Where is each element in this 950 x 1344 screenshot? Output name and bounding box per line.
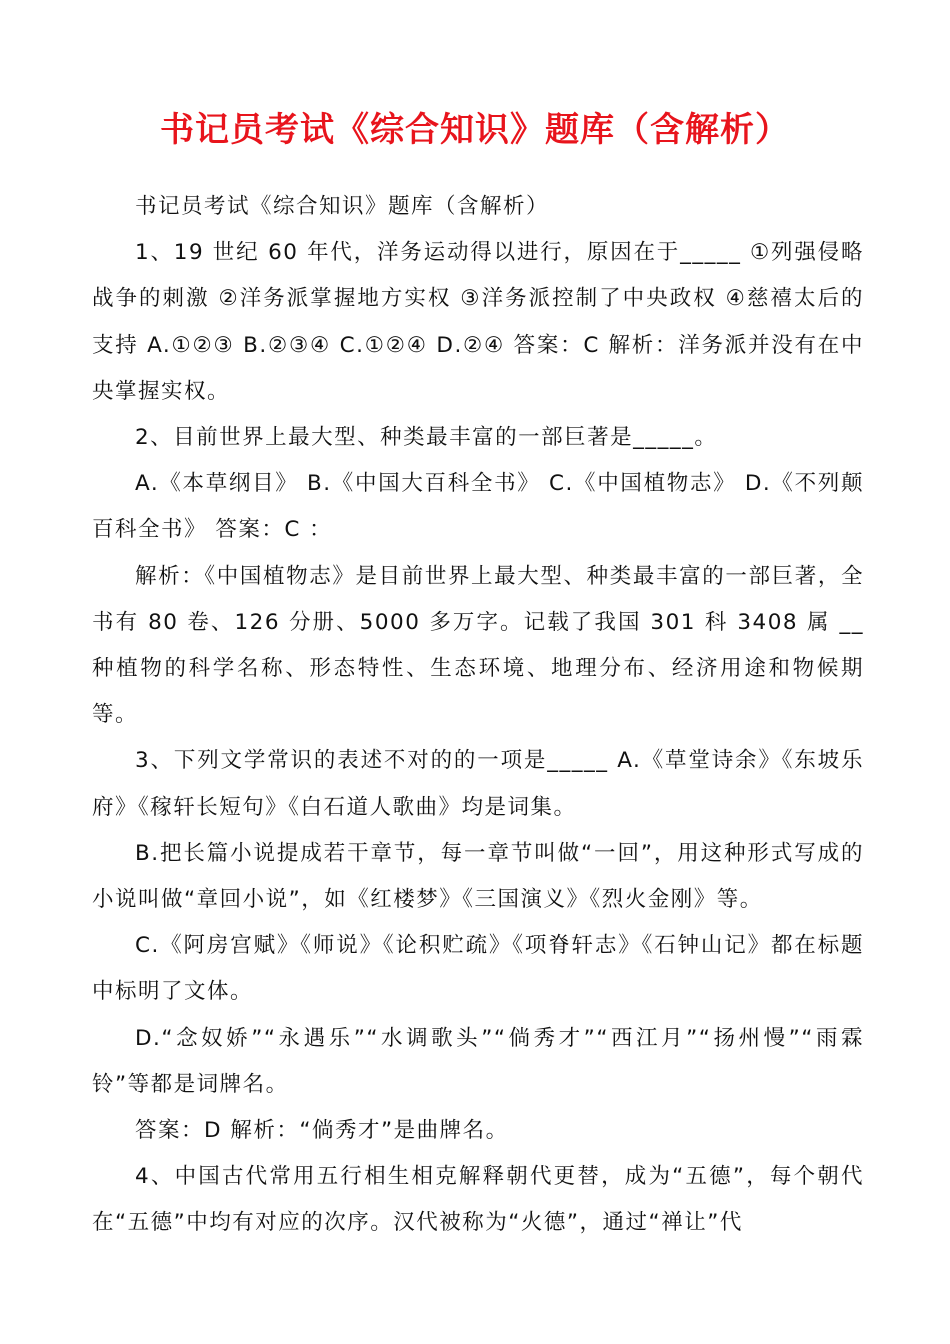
question-3-option-b-paragraph: B.把长篇小说提成若干章节，每一章节叫做“一回”，用这种形式写成的小说叫做“章回小说”，如《红楼梦》《三国演义》《烈火金刚》等。 [92, 840, 864, 913]
question-3-paragraph: 3、下列文学常识的表述不对的的一项是_____ A.《草堂诗余》《东坡乐府》《稼轩长短句》《白石道人歌曲》均是词集。 [92, 748, 864, 820]
question-3-answer-paragraph: 答案：D 解析：“倘秀才”是曲牌名。 [135, 1118, 509, 1144]
question-4-paragraph: 4、中国古代常用五行相生相克解释朝代更替，成为“五德”，每个朝代在“五德”中均有对应的次序。汉代被称为“火德”，通过“禅让”代 [92, 1164, 864, 1236]
subtitle-paragraph: 书记员考试《综合知识》题库（含解析） [135, 194, 550, 219]
question-2-paragraph: 2、目前世界上最大型、种类最丰富的一部巨著是_____。 [135, 425, 718, 451]
question-2-options-paragraph: A.《本草纲目》 B.《中国大百科全书》 C.《中国植物志》 D.《不列颠百科全书》 答案：C ： [92, 471, 864, 543]
document-title: 书记员考试《综合知识》题库（含解析） [160, 110, 790, 150]
question-1-paragraph: 1、19 世纪 60 年代，洋务运动得以进行，原因在于_____ ①列强侵略战争的刺激 ②洋务派掌握地方实权 ③洋务派控制了中央政权 ④慈禧太后的支持 A.①②③ B.②③④ C.①②④ D.②④ 答案：C 解析：洋务派并没有在中央掌握实权。 [92, 240, 864, 404]
question-3-option-d-paragraph: D.“念奴娇”“永遇乐”“水调歌头”“倘秀才”“西江月”“扬州慢”“雨霖铃”等都是词牌名。 [92, 1025, 864, 1097]
document-body [92, 184, 864, 1247]
question-3-option-c-paragraph: C.《阿房宫赋》《师说》《论积贮疏》《项脊轩志》《石钟山记》都在标题中标明了文体。 [92, 933, 864, 1005]
question-2-explanation-paragraph: 解析：《中国植物志》是目前世界上最大型、种类最丰富的一部巨著，全书有 80 卷、126 分册、5000 多万字。记载了我国 301 科 3408 属 __ 种植物的科学名称、形态特性、生态环境、地理分布、经济用途和物候期等。 [92, 563, 864, 728]
